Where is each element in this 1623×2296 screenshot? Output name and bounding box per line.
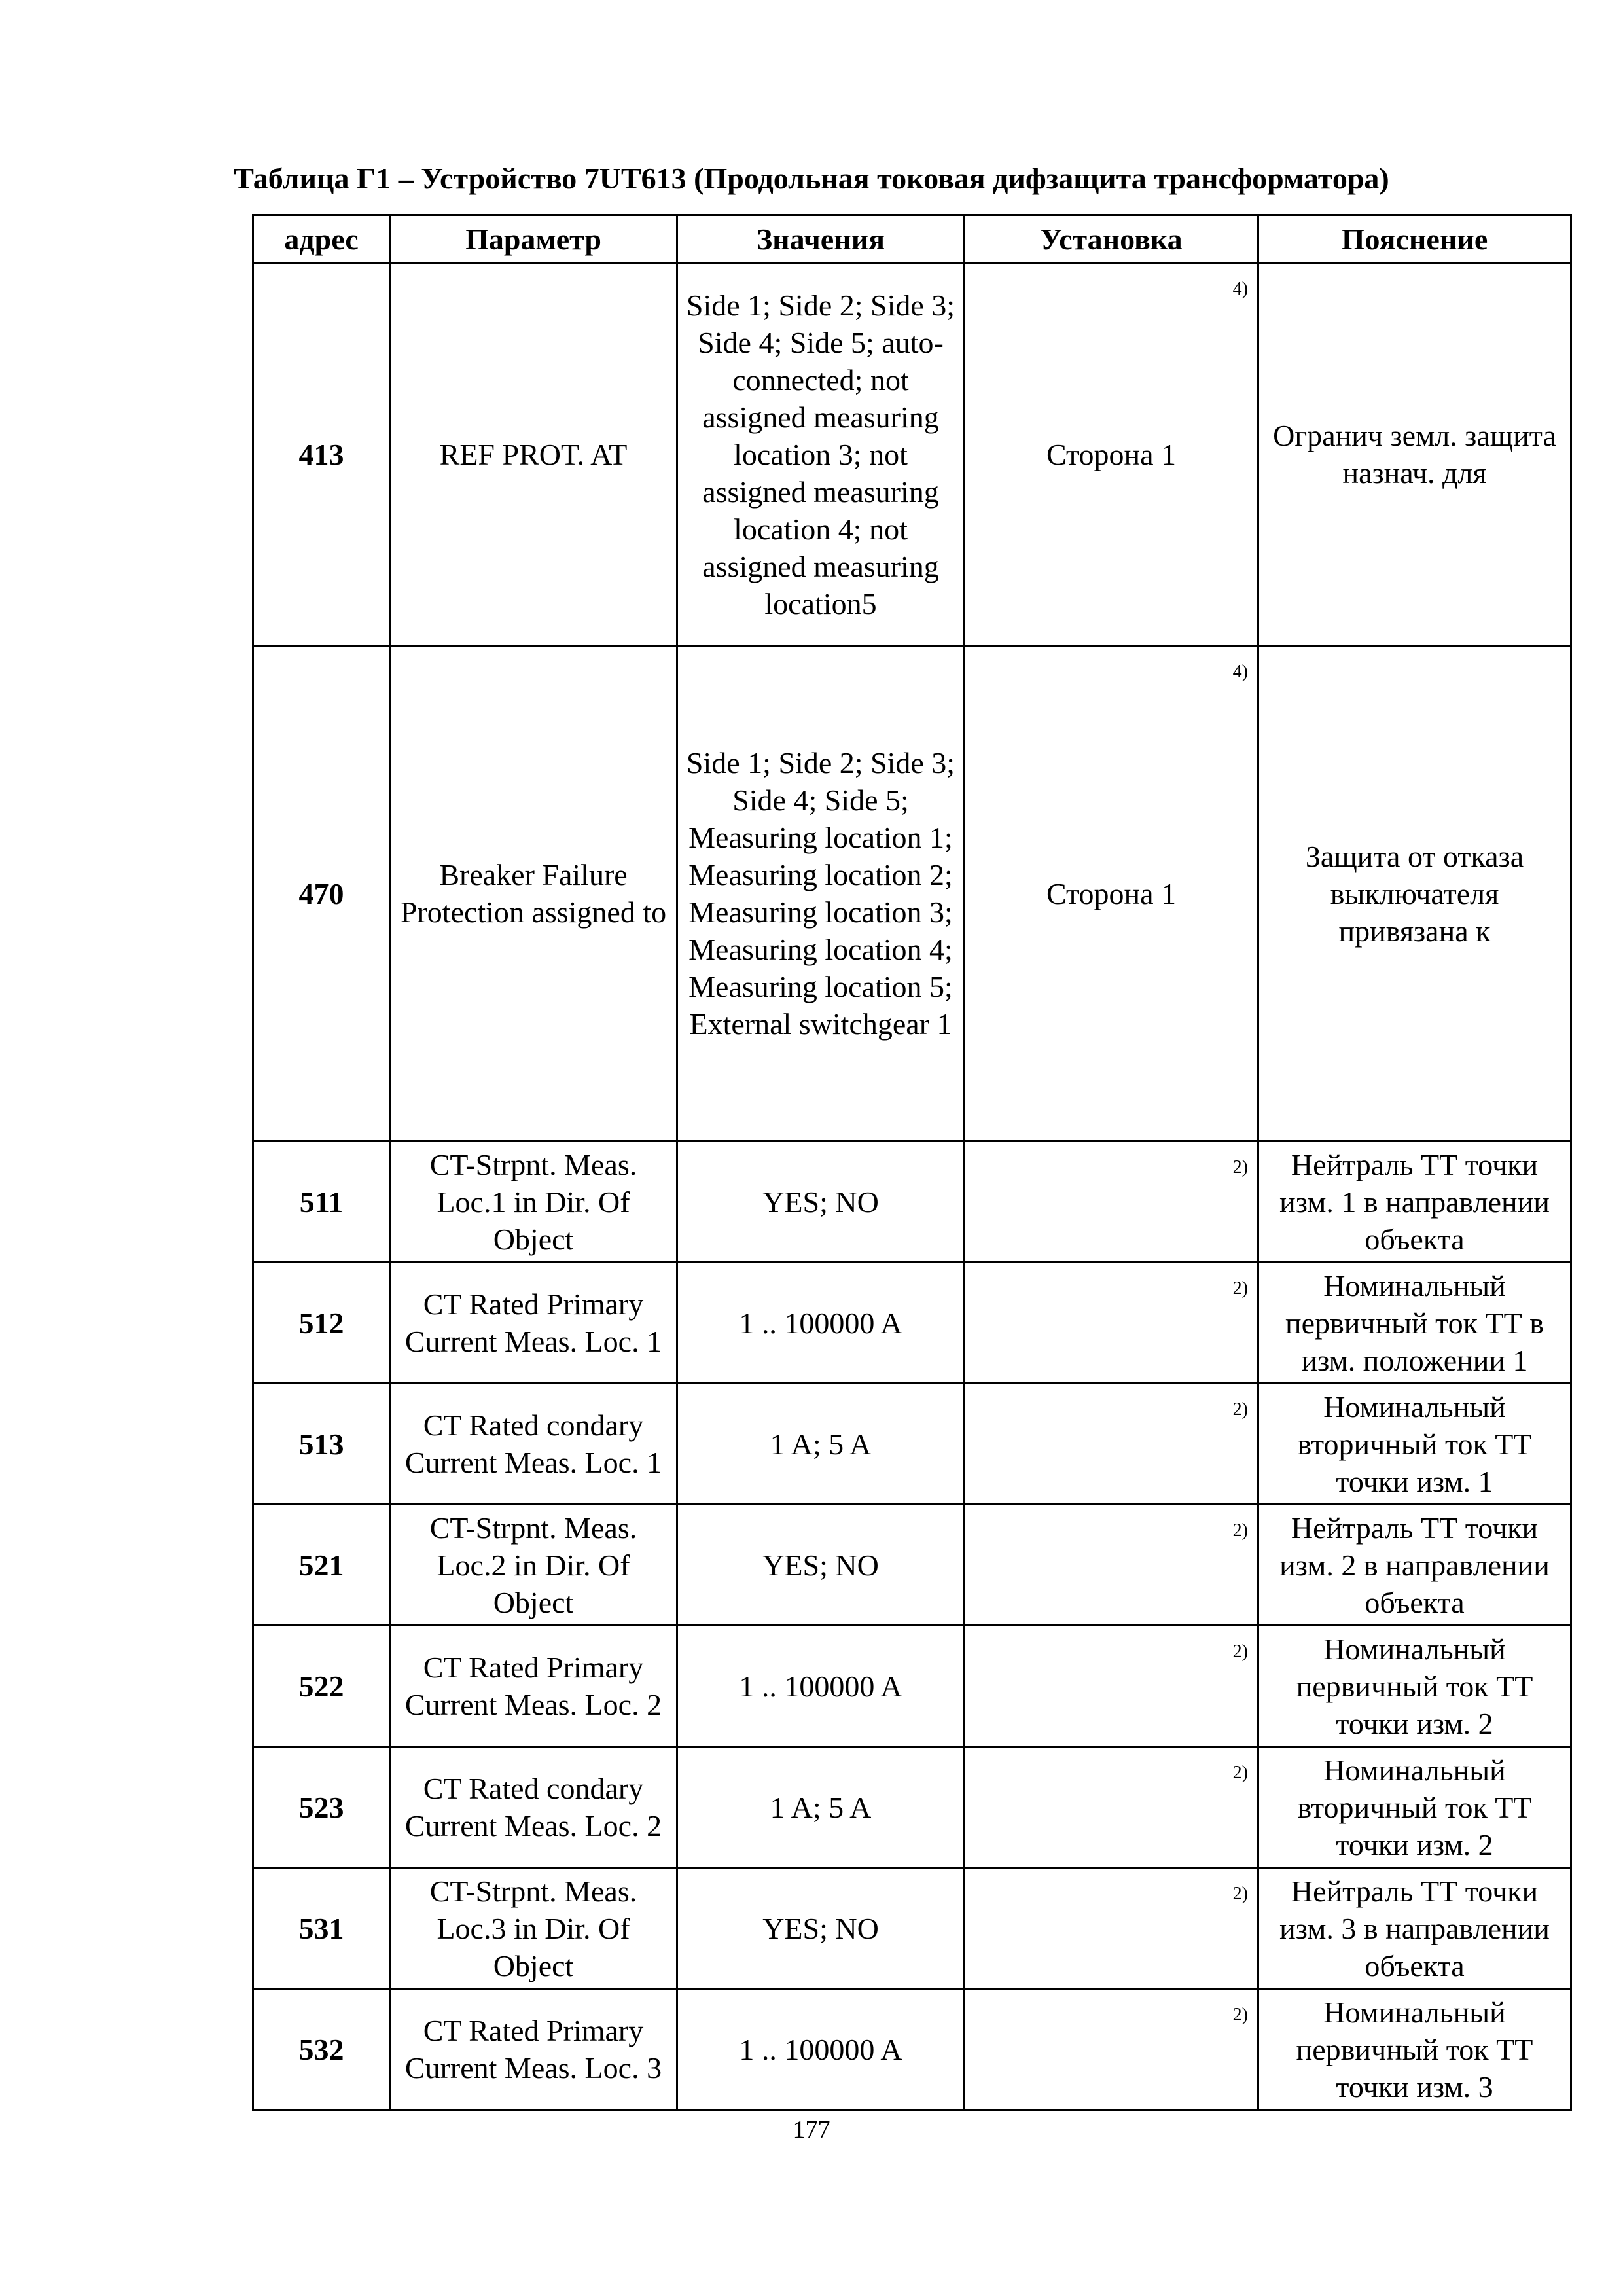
- address-cell: 413: [253, 263, 390, 646]
- page-number: 177: [793, 2116, 830, 2144]
- address-cell: 513: [253, 1384, 390, 1505]
- footnote-marker: 2): [1232, 1884, 1248, 1904]
- footnote-marker: 2): [1232, 1641, 1248, 1662]
- table-row: [253, 263, 1571, 646]
- page-title: Таблица Г1 – Устройство 7UT613 (Продольная токовая дифзащита трансформатора): [234, 162, 1389, 195]
- values-cell: 1 .. 100000 A: [677, 1989, 965, 2110]
- values-cell: 1 .. 100000 A: [677, 1626, 965, 1747]
- explanation-cell: Номинальный вторичный ток ТТ точки изм. 1: [1258, 1384, 1571, 1505]
- explanation-cell: Номинальный вторичный ток ТТ точки изм. 2: [1258, 1747, 1571, 1868]
- parameters-table: [252, 214, 1572, 2111]
- values-cell: 1 A; 5 A: [677, 1747, 965, 1868]
- parameter-cell: REF PROT. AT: [390, 263, 677, 646]
- table-header-row: [253, 215, 1571, 263]
- footnote-marker: 2): [1232, 2005, 1248, 2025]
- setting-cell: [965, 1626, 1258, 1747]
- address-cell: 521: [253, 1505, 390, 1626]
- explanation-cell: Нейтраль ТТ точки изм. 3 в направлении объекта: [1258, 1868, 1571, 1989]
- address-cell: 531: [253, 1868, 390, 1989]
- footnote-marker: 2): [1232, 1399, 1248, 1420]
- column-header-setting: Установка: [965, 215, 1258, 263]
- column-header-address: адрес: [253, 215, 390, 263]
- column-header-explanation: Пояснение: [1258, 215, 1571, 263]
- table-row: [253, 1868, 1571, 1989]
- table-row: [253, 1626, 1571, 1747]
- address-cell: 512: [253, 1263, 390, 1384]
- values-cell: 1 .. 100000 A: [677, 1263, 965, 1384]
- values-cell: Side 1; Side 2; Side 3; Side 4; Side 5; Measuring location 1; Measuring location 2; Measuring location 3; Measuring location 4; Measuring location 5; External switchgear 1: [677, 646, 965, 1141]
- address-cell: 470: [253, 646, 390, 1141]
- column-header-values: Значения: [677, 215, 965, 263]
- parameter-cell: CT Rated Primary Current Meas. Loc. 3: [390, 1989, 677, 2110]
- setting-cell: [965, 1141, 1258, 1263]
- footnote-marker: 4): [1232, 279, 1248, 299]
- parameter-cell: CT Rated condary Current Meas. Loc. 1: [390, 1384, 677, 1505]
- explanation-cell: Нейтраль ТТ точки изм. 2 в направлении объекта: [1258, 1505, 1571, 1626]
- explanation-cell: Номинальный первичный ток ТТ точки изм. 2: [1258, 1626, 1571, 1747]
- values-cell: YES; NO: [677, 1505, 965, 1626]
- table-row: [253, 1384, 1571, 1505]
- address-cell: 522: [253, 1626, 390, 1747]
- table-row: [253, 1505, 1571, 1626]
- setting-cell: [965, 646, 1258, 1141]
- setting-cell: [965, 1868, 1258, 1989]
- footnote-marker: 2): [1232, 1520, 1248, 1541]
- values-cell: YES; NO: [677, 1141, 965, 1263]
- table-row: [253, 1263, 1571, 1384]
- explanation-cell: Номинальный первичный ток ТТ точки изм. 3: [1258, 1989, 1571, 2110]
- table-row: [253, 1141, 1571, 1263]
- setting-cell: [965, 1263, 1258, 1384]
- parameter-cell: CT Rated Primary Current Meas. Loc. 1: [390, 1263, 677, 1384]
- parameter-cell: CT Rated Primary Current Meas. Loc. 2: [390, 1626, 677, 1747]
- values-cell: 1 A; 5 A: [677, 1384, 965, 1505]
- setting-cell: [965, 1384, 1258, 1505]
- setting-cell: [965, 263, 1258, 646]
- footnote-marker: 2): [1232, 1763, 1248, 1783]
- table-row: [253, 646, 1571, 1141]
- table-row: [253, 1747, 1571, 1868]
- footnote-marker: 2): [1232, 1157, 1248, 1177]
- address-cell: 511: [253, 1141, 390, 1263]
- values-cell: Side 1; Side 2; Side 3; Side 4; Side 5; auto-connected; not assigned measuring location 3; not assigned measuring location 4; not assigned measuring location5: [677, 263, 965, 646]
- footnote-marker: 2): [1232, 1278, 1248, 1299]
- explanation-cell: Защита от отказа выключателя привязана к: [1258, 646, 1571, 1141]
- address-cell: 523: [253, 1747, 390, 1868]
- parameter-cell: CT Rated condary Current Meas. Loc. 2: [390, 1747, 677, 1868]
- setting-value: Сторона 1: [1046, 876, 1177, 910]
- explanation-cell: Огранич земл. защита назнач. для: [1258, 263, 1571, 646]
- parameter-cell: CT-Strpnt. Meas. Loc.1 in Dir. Of Object: [390, 1141, 677, 1263]
- parameter-cell: CT-Strpnt. Meas. Loc.2 in Dir. Of Object: [390, 1505, 677, 1626]
- values-cell: YES; NO: [677, 1868, 965, 1989]
- setting-cell: [965, 1505, 1258, 1626]
- address-cell: 532: [253, 1989, 390, 2110]
- setting-cell: [965, 1747, 1258, 1868]
- setting-value: Сторона 1: [1046, 437, 1177, 471]
- parameter-cell: Breaker Failure Protection assigned to: [390, 646, 677, 1141]
- explanation-cell: Нейтраль ТТ точки изм. 1 в направлении объекта: [1258, 1141, 1571, 1263]
- parameter-cell: CT-Strpnt. Meas. Loc.3 in Dir. Of Object: [390, 1868, 677, 1989]
- footnote-marker: 4): [1232, 662, 1248, 682]
- explanation-cell: Номинальный первичный ток ТТ в изм. положении 1: [1258, 1263, 1571, 1384]
- setting-cell: [965, 1989, 1258, 2110]
- table-row: [253, 1989, 1571, 2110]
- column-header-parameter: Параметр: [390, 215, 677, 263]
